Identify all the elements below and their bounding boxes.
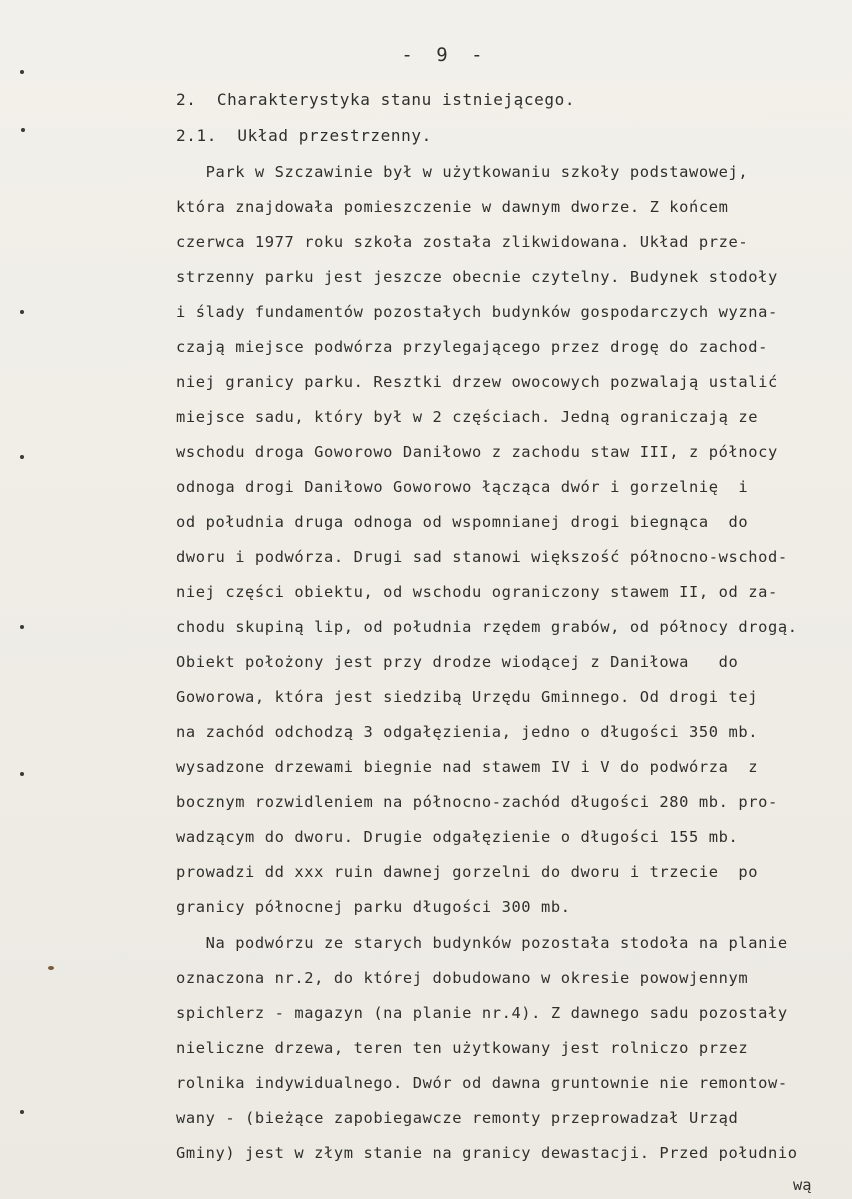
text-line: Park w Szczawinie był w użytkowaniu szkoły podstawowej,: [176, 163, 749, 181]
margin-dot: [48, 966, 54, 970]
text-line: i ślady fundamentów pozostałych budynków gospodarczych wyzna-: [176, 303, 778, 321]
text-line: bocznym rozwidleniem na północno-zachód długości 280 mb. pro-: [176, 793, 778, 811]
text-line: wysadzone drzewami biegnie nad stawem IV i V do podwórza z: [176, 758, 759, 776]
text-line: niej części obiektu, od wschodu ograniczony stawem II, od za-: [176, 583, 778, 601]
text-line: wany - (bieżące zapobiegawcze remonty przeprowadzał Urząd: [176, 1109, 739, 1127]
text-line: prowadzi dd xxx ruin dawnej gorzelni do dworu i trzecie po: [176, 863, 759, 881]
text-line: Goworowa, która jest siedzibą Urzędu Gminnego. Od drogi tej: [176, 688, 759, 706]
text-line: spichlerz - magazyn (na planie nr.4). Z dawnego sadu pozostały: [176, 1004, 788, 1022]
margin-dot: [20, 455, 24, 459]
text-line: wschodu droga Goworowo Daniłowo z zachodu staw III, z północy: [176, 443, 778, 461]
text-line: dworu i podwórza. Drugi sad stanowi większość północno-wschod-: [176, 548, 788, 566]
text-line: która znajdowała pomieszczenie w dawnym dworze. Z końcem: [176, 198, 729, 216]
text-line: czają miejsce podwórza przylegającego przez drogę do zachod-: [176, 338, 768, 356]
text-line: oznaczona nr.2, do której dobudowano w okresie powowjennym: [176, 969, 749, 987]
text-line: nieliczne drzewa, teren ten użytkowany jest rolniczo przez: [176, 1039, 749, 1057]
text-line: czerwca 1977 roku szkoła została zlikwidowana. Układ prze-: [176, 233, 749, 251]
margin-dot: [20, 625, 24, 629]
margin-dot: [20, 310, 24, 314]
margin-dot: [21, 128, 25, 132]
text-line: Na podwórzu ze starych budynków pozostała stodoła na planie: [176, 934, 788, 952]
text-line: granicy północnej parku długości 300 mb.: [176, 898, 571, 916]
text-line: Obiekt położony jest przy drodze wiodącej z Daniłowa do: [176, 653, 739, 671]
text-line: wadzącym do dworu. Drugie odgałęzienie o długości 155 mb.: [176, 828, 739, 846]
margin-dot: [20, 70, 24, 74]
margin-dot: [20, 1110, 24, 1114]
subsection-heading: 2.1. Układ przestrzenny.: [176, 126, 432, 145]
text-line: strzenny parku jest jeszcze obecnie czytelny. Budynek stodoły: [176, 268, 778, 286]
text-line: od południa druga odnoga od wspomnianej drogi biegnąca do: [176, 513, 749, 531]
section-heading: 2. Charakterystyka stanu istniejącego.: [176, 90, 576, 109]
page-number: - 9 -: [401, 44, 489, 66]
text-line: niej granicy parku. Resztki drzew owocowych pozwalają ustalić: [176, 373, 778, 391]
margin-dot: [20, 772, 24, 776]
text-line: na zachód odchodzą 3 odgałęzienia, jedno o długości 350 mb.: [176, 723, 759, 741]
text-line: miejsce sadu, który był w 2 częściach. Jedną ograniczają ze: [176, 408, 759, 426]
text-line: chodu skupiną lip, od południa rzędem grabów, od północy drogą.: [176, 618, 798, 636]
continuation-fragment: wą: [793, 1176, 812, 1194]
text-line: rolnika indywidualnego. Dwór od dawna gruntownie nie remontow-: [176, 1074, 788, 1092]
text-line: odnoga drogi Daniłowo Goworowo łącząca dwór i gorzelnię i: [176, 478, 749, 496]
text-line: Gminy) jest w złym stanie na granicy dewastacji. Przed południo: [176, 1144, 798, 1162]
